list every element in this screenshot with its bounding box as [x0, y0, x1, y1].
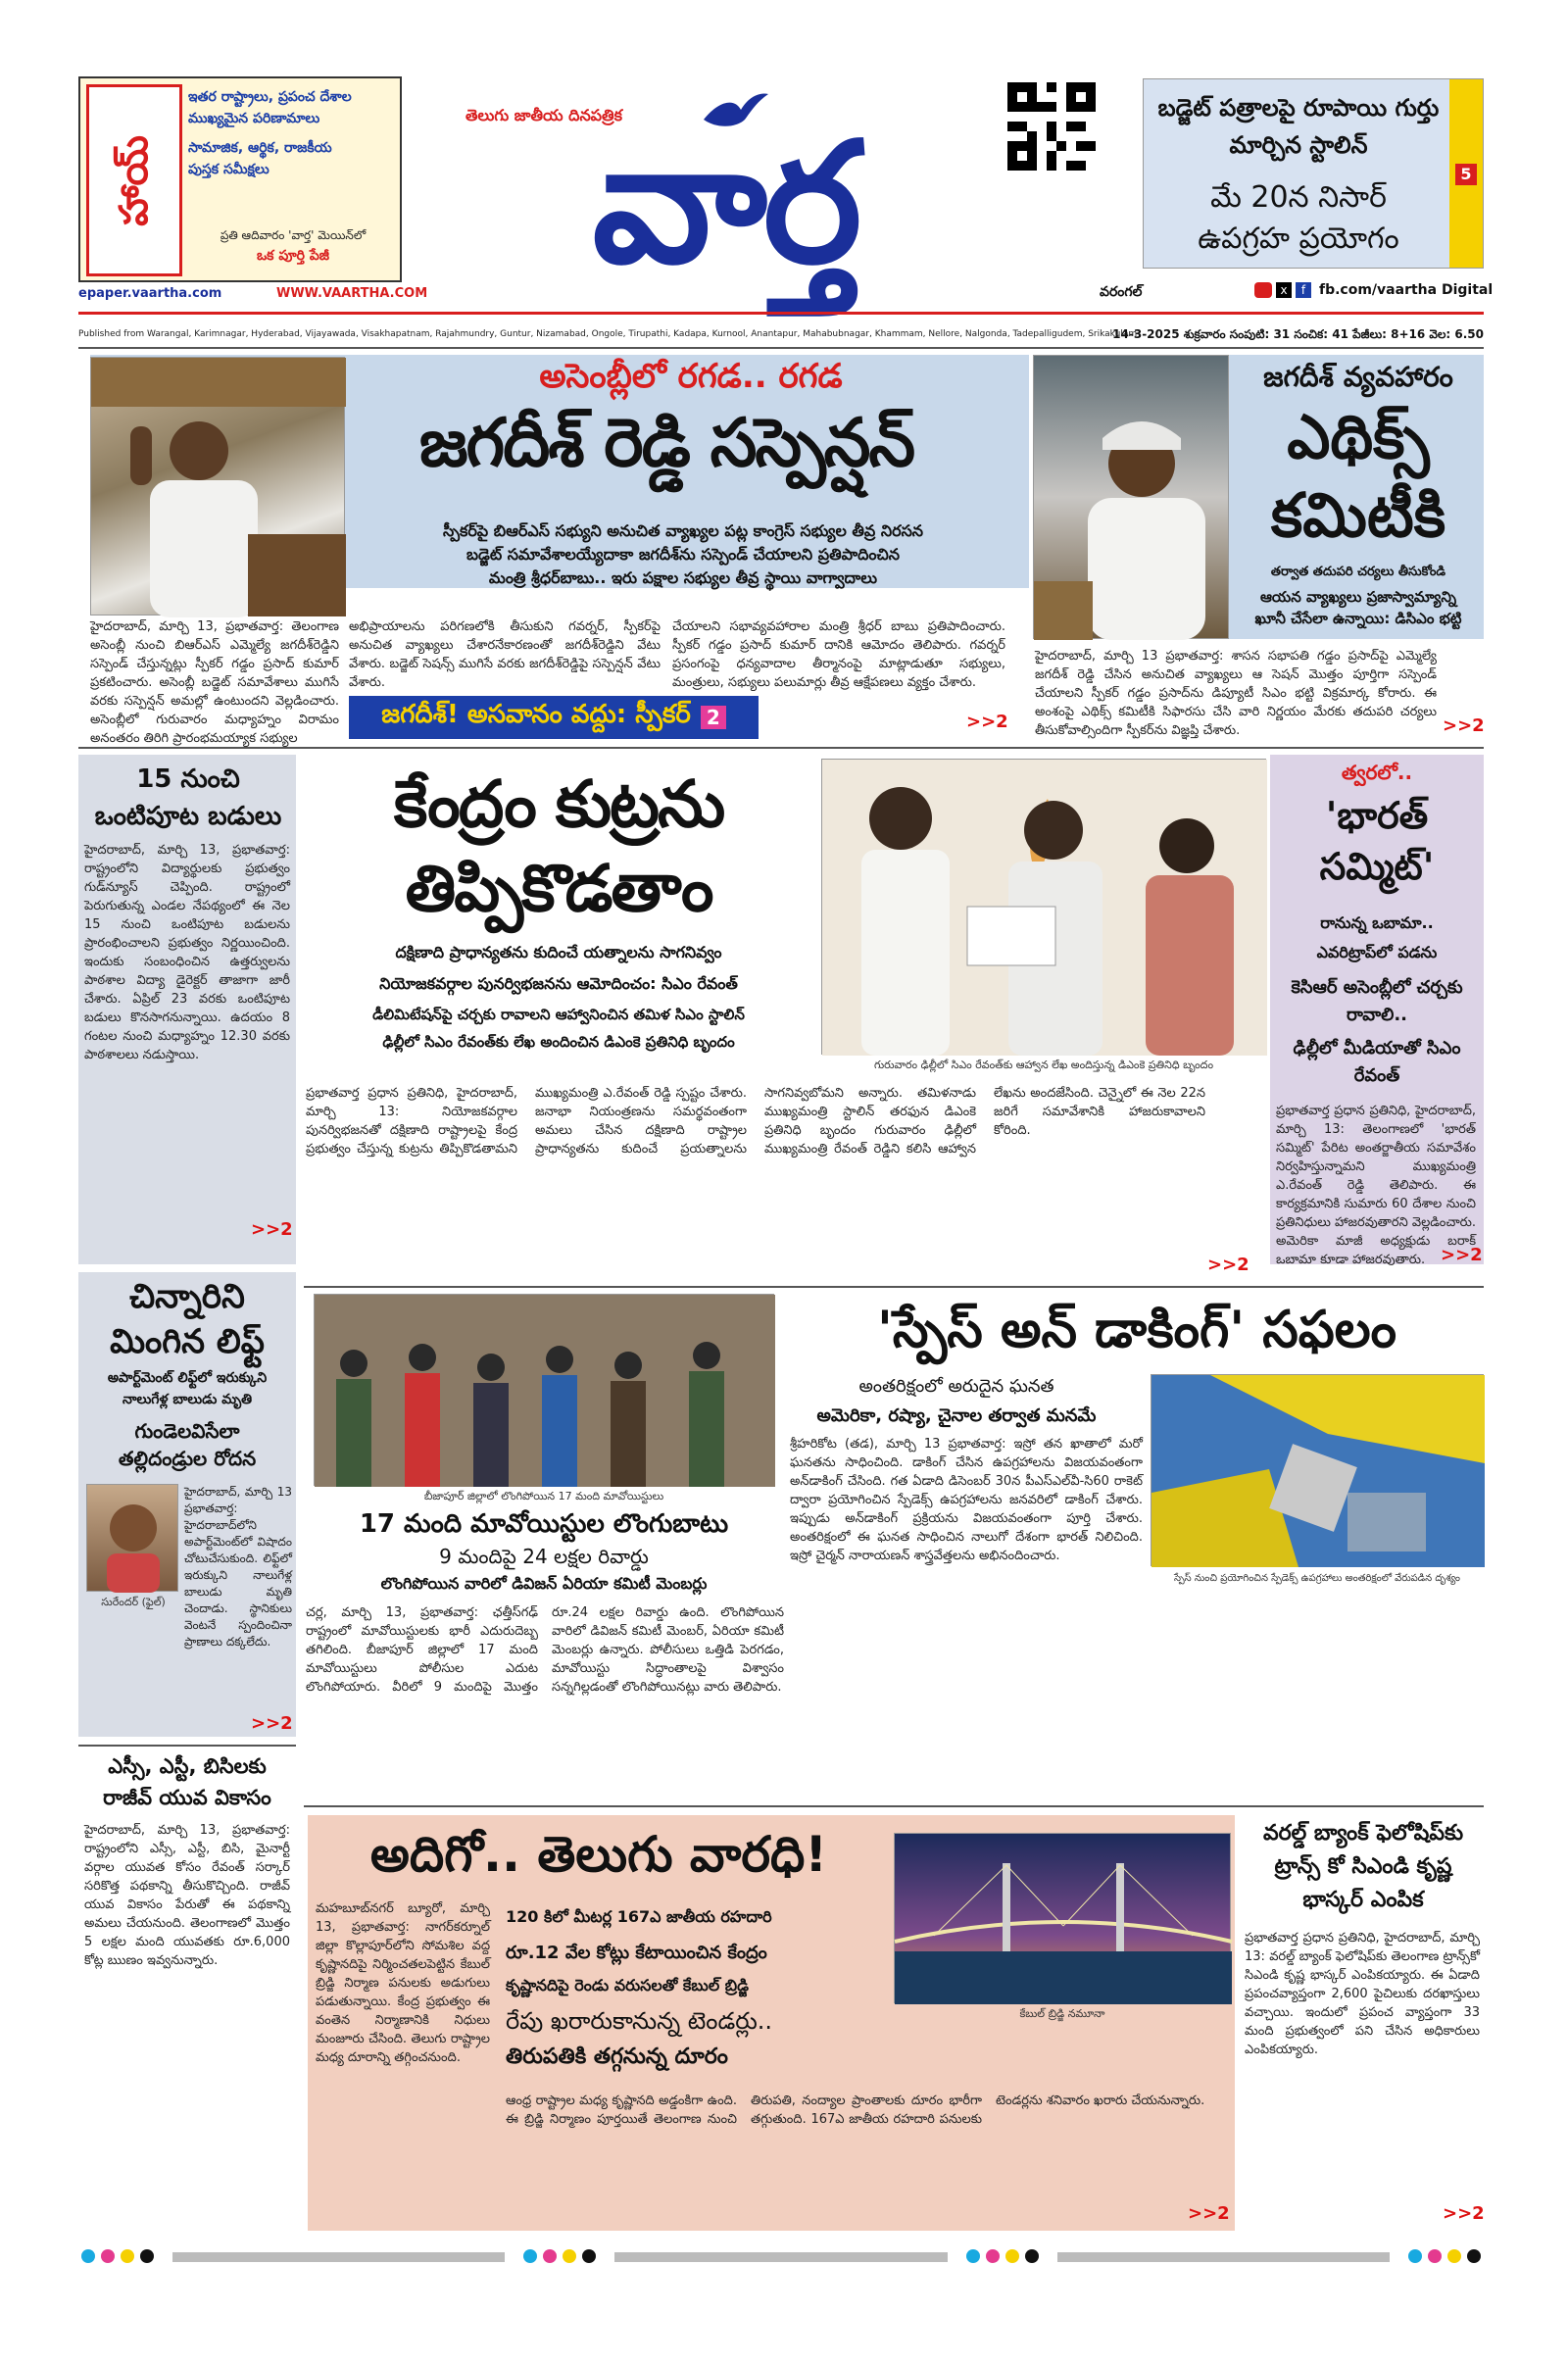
left-deck-2d: తల్లిదండ్రుల రోదన: [118, 1447, 257, 1470]
space-photo-caption: స్పేస్‌ నుంచి ప్రయోగించిన స్పేడెక్స్‌ ఉపగ్రహాలు అంతరిక్షంలో వేరుపడిన దృశ్యం: [1173, 1573, 1460, 1584]
site-url[interactable]: WWW.VAARTHA.COM: [276, 286, 428, 301]
qr-code[interactable]: [1007, 82, 1096, 171]
lead-deck-1: స్పీకర్‌పై బిఆర్‌ఎస్‌ సభ్యుని అనుచిత వ్యాఖ్యల పట్ల కాంగ్రెస్‌ సభ్యుల తీవ్ర నిరసన: [442, 521, 924, 540]
footer-print-bar: [78, 2246, 1484, 2268]
social-icons[interactable]: [1254, 282, 1311, 298]
maoist-photo-caption: బీజాపూర్‌ జిల్లాలో లొంగిపోయిన 17 మంది మావోయిస్టులు: [423, 1490, 664, 1502]
delim-deck-1: దక్షిణాది ప్రాధాన్యతను కుదించే యత్నాలను సాగనివ్వం: [395, 943, 722, 961]
delim-headline-2: తిప్పికొడతాం: [405, 851, 712, 926]
left-headline-3: ఎస్సీ, ఎస్టీ, బిసిలకు రాజీవ్‌ యువ వికాసం: [103, 1754, 271, 1809]
lead-banner: జగదీశ్‌! అసవానం వద్దు: స్పీకర్‌ 2: [349, 696, 759, 739]
edition-city: వరంగల్‌: [1100, 284, 1143, 300]
top-rule: [78, 347, 1484, 349]
bridge-more[interactable]: >>2: [1188, 2203, 1230, 2224]
delim-headline-1: కేంద్రం కుట్రను: [393, 766, 724, 842]
promo-line: సామాజిక, ఆర్థిక, రాజకీయ: [188, 140, 332, 156]
dateline: 14-3-2025 శుక్రవారం సంపుటి: 31 సంచిక: 41 పేజీలు: 8+16 వెల: 6.50: [1112, 327, 1484, 341]
bridge-body-left: మహబూబ్‌నగర్‌ బ్యూరో, మార్చి 13, ప్రభాతవార్త: నాగర్‌కర్నూల్‌ జిల్లా కొల్లాపూర్‌లోని సోమశిల వద్ద కృష్ణానదిపై నిర్మించతలపెట్టిన కేబుల్‌ బ్రిడ్జి నిర్మాణ పనులకు అడుగులు పడుతున్నాయి. కేంద్ర ప్రభుత్వం ఈ వంతెన నిర్మాణానికి నిధులు మంజూరు చేసింది. తెలుగు రాష్ట్రాల మధ్య దూరాన్ని తగ్గించనుంది.: [316, 1901, 490, 2065]
space-photo: [1151, 1374, 1484, 1566]
boy-photo-caption: సురేందర్‌ (ఫైల్‌): [101, 1596, 166, 1608]
bridge-photo: [894, 1833, 1231, 2003]
bharat-kicker: త్వరలో..: [1341, 761, 1413, 784]
banner-page-number: 2: [701, 706, 726, 729]
lead-body-3: చేయాలని సభావ్యవహారాల మంత్రి శ్రీధర్‌ బాబు ప్రతిపాదించారు. స్పీకర్‌ గడ్డం ప్రసాద్‌ కుమార్‌ దానికి ఆమోదం తెలిపారు. గవర్నర్‌ ప్రసంగంపై ధన్యవాదాల తీర్మానంపై మాట్లాడుతూ సభ్యులు, మంత్రులు, సభ్యులు పలుమార్లు తీవ్ర ఆక్షేపణలు వ్యక్తం చేశారు.: [672, 619, 1005, 690]
left-deck-2a: అపార్ట్‌మెంట్‌ లిఫ్ట్‌లో ఇరుక్కుని: [107, 1370, 268, 1386]
section-rule-1: [78, 747, 1484, 749]
delim-photo-caption: గురువారం ఢిల్లీలో సిఎం రేవంత్‌కు ఆహ్వాన లేఖ అందిస్తున్న డిఎంకె ప్రతినిధి బృందం: [873, 1059, 1214, 1071]
left-more-1[interactable]: >>2: [251, 1219, 293, 1240]
worldbank-body: ప్రభాతవార్త ప్రధాన ప్రతినిధి, హైదరాబాద్‌, మార్చి 13: వరల్డ్‌ బ్యాంక్‌ ఫెలోషిప్‌కు తెలంగాణ ట్రాన్స్‌కో సిఎండి కృష్ణ భాస్కర్‌ ఎంపికయ్యారు. ఈ ఏడాది ప్రపంచవ్యాప్తంగా 2,600 పైచిలుకు దరఖాస్తులు వచ్చాయి. ఇందులో ప్రపంచ వ్యాప్తంగా 33 మంది ప్రభుత్వంలో పని చేసిన అధికారులు ఎంపికయ్యారు.: [1245, 1931, 1480, 2057]
space-body: శ్రీహరికోట (తడ), మార్చి 13 ప్రభాతవార్త: ఇస్రో తన ఖాతాలో మరో ఘనతను సాధించింది. డాకింగ్‌ చేసిన ఉపగ్రహాలను విజయవంతంగా అన్‌డాకింగ్‌ చేసింది. గత ఏడాది డిసెంబర్‌ 30న పీఎస్‌ఎల్‌వీ-సి60 రాకెట్‌ ద్వారా ప్రయోగించిన స్పేడెక్స్‌ ఉపగ్రహాలను జనవరిలో డాకింగ్‌ చేశారు. ఇప్పుడు అన్‌డాకింగ్‌ ప్రక్రియను విజయవంతంగా పూర్తి చేశారు. అంతరిక్షంలో ఈ ఘనత సాధించిన నాలుగో దేశంగా భారత్‌ నిలిచింది. ఇస్రో చైర్మన్‌ నారాయణన్‌ శాస్త్రవేత్తలను అభినందించారు.: [790, 1437, 1143, 1563]
bharat-body: ప్రభాతవార్త ప్రధాన ప్రతినిధి, హైదరాబాద్‌, మార్చి 13: తెలంగాణలో 'భారత్‌ సమ్మిట్‌' పేరిట అంతర్జాతీయ సమావేశం నిర్వహిస్తున్నామని ముఖ్యమంత్రి ఎ.రేవంత్‌ రెడ్డి తెలిపారు. ఈ కార్యక్రమానికి సుమారు 60 దేశాల నుంచి ప్రతినిధులు హాజరవుతారని వెల్లడించారు. అమెరికా మాజీ అధ్యక్షుడు బరాక్‌ ఒబామా కూడా హాజరవుతారు.: [1276, 1104, 1477, 1267]
bridge-deck-5: తిరుపతికి తగ్గనున్న దూరం: [506, 2044, 728, 2069]
left-body-3: హైదరాబాద్‌, మార్చి 13, ప్రభాతవార్త: రాష్ట్రంలోని ఎస్సీ, ఎస్టీ, బిసి, మైనార్టీ వర్గాల యువత కోసం రేవంత్‌ సర్కార్‌ సరికొత్త పథకాన్ని తీసుకొచ్చింది. రాజీవ్‌ యువ వికాసం పేరుతో ఈ పథకాన్ని అమలు చేయనుంది. తెలంగాణలో మొత్తం 5 లక్షల మంది యువతకు రూ.6,000 కోట్ల ఋణం ఇవ్వనున్నారు.: [84, 1823, 290, 1968]
lead-more[interactable]: >>2: [966, 712, 1008, 732]
promo-box: [78, 76, 402, 282]
bridge-deck-4: రేపు ఖరారుకానున్న టెండర్లు..: [506, 2007, 773, 2035]
promo-footer: ప్రతి ఆదివారం 'వార్త' మెయిన్‌లో: [220, 228, 367, 242]
youtube-icon[interactable]: [1254, 282, 1272, 298]
section-rule-3: [304, 1805, 1484, 1807]
left-headline-2: చిన్నారిని మింగిన లిఫ్ట్‌: [110, 1277, 265, 1361]
section-rule-2: [304, 1286, 1484, 1288]
bridge-deck-1: 120 కిలో మీటర్ల 167ఎ జాతీయ రహదారి: [506, 1907, 772, 1926]
bridge-headline: అదిగో.. తెలుగు వారధి!: [369, 1826, 828, 1883]
delim-body: ప్రభాతవార్త ప్రధాన ప్రతినిధి, హైదరాబాద్‌, మార్చి 13: నియోజకవర్గాల పునర్విభజనతో దక్షిణాది రాష్ట్రాలపై కేంద్ర ప్రభుత్వం చేస్తున్న కుట్రను తిప్పికొడతామని ముఖ్యమంత్రి ఎ.రేవంత్‌ రెడ్డి స్పష్టం చేశారు. జనాభా నియంత్రణను సమర్థవంతంగా అమలు చేసిన దక్షిణాది రాష్ట్రాల ప్రాధాన్యతను కుదించే ప్రయత్నాలను సాగనివ్వబోమని అన్నారు. తమిళనాడు ముఖ్యమంత్రి స్టాలిన్‌ తరఫున డిఎంకె ప్రతినిధి బృందం గురువారం ఢిల్లీలో ముఖ్యమంత్రి రేవంత్‌ రెడ్డిని కలిసి ఆహ్వాన లేఖను అందజేసింది. చెన్నైలో ఈ నెల 22న జరిగే సమావేశానికి హాజరుకావాలని కోరింది.: [306, 1086, 1205, 1157]
lead-kicker: అసెంబ్లీలో రగడ.. రగడ: [539, 357, 843, 396]
bharat-deck-2: ఎవరిట్రాప్‌లో పడను: [1316, 943, 1438, 961]
delim-more[interactable]: >>2: [1207, 1255, 1250, 1275]
worldbank-headline: వరల్డ్‌ బ్యాంక్‌ ఫెలోషిప్‌కు ట్రాన్స్‌ కో సిఎండి కృష్ణ భాస్కర్‌ ఎంపిక: [1262, 1821, 1464, 1912]
ethics-more[interactable]: >>2: [1443, 715, 1485, 736]
maoist-photo: [314, 1294, 774, 1486]
ethics-kicker: జగదీశ్‌ వ్యవహారం: [1263, 361, 1453, 393]
published-from: Published from Warangal, Karimnagar, Hyderabad, Vijayawada, Visakhapatnam, Rajahmundry, Guntur, Nizamabad, Ongole, Tirupathi, Kadapa, Kurnool, Anantapur, Mahabubnagar, Khammam, Nellore, Nalgonda, Tadepalligudem, Srikakulam: [78, 329, 1138, 339]
bharat-deck-3: కెసిఆర్‌ అసెంబ్లీలో చర్చకు రావాలి..: [1291, 977, 1463, 1025]
social-handle[interactable]: fb.com/vaartha Digital: [1319, 282, 1494, 298]
lead-body-1: హైదరాబాద్‌, మార్చి 13, ప్రభాతవార్త: తెలంగాణ అసెంబ్లీ నుంచి బిఆర్‌ఎస్‌ ఎమ్మెల్యే జగదీశ్‌రెడ్డిని సస్పెండ్‌ చేస్తున్నట్లు స్పీకర్‌ గడ్డం ప్రసాద్‌ కుమార్‌ ప్రకటించారు. అసెంబ్లీ బడ్జెట్‌ సమావేశాలు ముగిసే వరకు సస్పెన్షన్‌ అమల్లో ఉంటుందని వెల్లడించారు. అసెంబ్లీలో గురువారం మధ్యాహ్నం విరామం అనంతరం తిరిగి ప్రారంభమయ్యాక సభ్యుల: [90, 619, 339, 746]
bridge-deck-3: కృష్ణానదిపై రెండు వరుసలతో కేబుల్‌ బ్రిడ్జి: [506, 1976, 749, 1995]
ethics-deck-1: తర్వాత తదుపరి చర్యలు తీసుకోండి: [1270, 565, 1446, 579]
boy-photo: [86, 1484, 178, 1592]
lead-deck-3: మంత్రి శ్రీధర్‌బాబు.. ఇరు పక్షాల సభ్యుల తీవ్ర స్థాయి వాగ్వాదాలు: [488, 568, 878, 587]
maoist-headline: 17 మంది మావోయిస్టుల లొంగుబాటు: [359, 1509, 729, 1539]
ethics-body: హైదరాబాద్‌, మార్చి 13 ప్రభాతవార్త: శాసన సభాపతి గడ్డం ప్రసాద్‌పై ఎమ్మెల్యే జగదీశ్‌ రెడ్డి చేసిన అనుచిత వ్యాఖ్యలు ఆ సెషన్‌ మొత్తం పూర్తిగా సస్పెండ్‌ చేయాలని స్పీకర్‌ గడ్డం ప్రసాద్‌ను డిప్యూటీ సిఎం భట్టి విక్రమార్క కోరారు. ఈ అంశంపై ఎథిక్స్‌ కమిటీకి సిఫారసు చేసి వారి నిర్ణయం మేరకు తదుపరి చర్యలు తీసుకోవాల్సిందిగా స్పీకర్‌ను విజ్ఞప్తి చేశారు.: [1035, 649, 1437, 738]
masthead-rule: [78, 312, 1484, 315]
ethics-headline-2: కమిటీకి: [1270, 479, 1446, 551]
teaser-page-number: 5: [1455, 164, 1477, 185]
space-deck-2: అమెరికా, రష్యా, చైనాల తర్వాత మనమే: [816, 1405, 1097, 1426]
lead-headline: జగదీశ్‌ రెడ్డి సస్పెన్షన్‌: [418, 405, 914, 482]
teaser-2-line1: మే 20న నిసార్‌: [1210, 180, 1387, 215]
left-body-2: హైదరాబాద్‌, మార్చి 13 ప్రభాతవార్త: హైదరాబాద్‌లోని అపార్ట్‌మెంట్‌లో విషాదం చోటుచేసుకుంది. లిఫ్ట్‌లో ఇరుక్కుని నాలుగేళ్ల బాలుడు మృతి చెందాడు. స్థానికులు వెంటనే స్పందించినా ప్రాణాలు దక్కలేదు.: [184, 1485, 292, 1649]
bharat-headline: 'భారత్‌ సమ్మిట్‌': [1319, 794, 1435, 888]
worldbank-more[interactable]: >>2: [1443, 2203, 1485, 2224]
space-deck-1: అంతరిక్షంలో అరుదైన ఘనత: [858, 1376, 1054, 1397]
bridge-deck-2: రూ.12 వేల కోట్లు కేటాయించిన కేంద్రం: [506, 1943, 767, 1963]
ethics-headline-1: ఎథిక్స్‌: [1287, 401, 1430, 472]
ethics-deck-2: ఆయన వ్యాఖ్యలు ప్రజాస్వామ్యాన్ని: [1259, 588, 1457, 606]
maoist-deck-1: 9 మందిపై 24 లక్షల రివార్డు: [439, 1545, 649, 1568]
delim-deck-2: నియోజకవర్గాల పునర్విభజనను ఆమోదించం: సిఎం రేవంత్‌: [379, 974, 738, 993]
teaser-2-line2: ఉపగ్రహ ప్రయోగం: [1198, 222, 1399, 256]
ethics-deck-3: ఖూనీ చేసేలా ఉన్నాయి: డిసిఎం భట్టి: [1254, 610, 1462, 627]
space-headline: 'స్పేస్‌ అన్‌ డాకింగ్‌' సఫలం: [876, 1301, 1397, 1359]
left-deck-2c: గుండెలవిసేలా: [134, 1419, 240, 1443]
promo-footer-2: ఒక పూర్తి పేజీ: [256, 248, 330, 264]
bridge-body-right: ఆంధ్ర రాష్ట్రాల మధ్య కృష్ణానది అడ్డంకిగా ఉంది. ఈ బ్రిడ్జి నిర్మాణం పూర్తయితే తెలంగాణ నుంచి తిరుపతి, నంద్యాల ప్రాంతాలకు దూరం భారీగా తగ్గుతుంది. 167ఎ జాతీయ రహదారి పనులకు టెండర్లను శనివారం ఖరారు చేయనున్నారు.: [506, 2093, 1205, 2127]
left-body-1: హైదరాబాద్‌, మార్చి 13, ప్రభాతవార్త: రాష్ట్రంలోని విద్యార్థులకు ప్రభుత్వం గుడ్‌న్యూస్‌ చెప్పింది. రాష్ట్రంలో పెరుగుతున్న ఎండల నేపథ్యంలో ఈ నెల 15 నుంచి ఒంటిపూట బడులను ప్రారంభించాలని ప్రభుత్వం నిర్ణయించింది. ఇందుకు సంబంధించిన ఉత్తర్వులను పాఠశాల విద్యా డైరెక్టర్‌ తాజాగా జారీ చేశారు. ఏప్రిల్‌ 23 వరకు ఒంటిపూట బడులు కొనసాగనున్నాయి. ఉదయం 8 గంటల నుంచి మధ్యాహ్నం 12.30 వరకు పాఠశాలలు నడుస్తాయి.: [84, 843, 290, 1062]
promo-badge: హాయ్‌: [86, 84, 182, 276]
bharat-deck-4: ఢిల్లీలో మీడియాతో సిఎం రేవంత్‌: [1293, 1038, 1461, 1086]
delim-deck-3: డీలిమిటేషన్‌పై చర్చకు రావాలని ఆహ్వానించిన తమిళ సిఎం స్టాలిన్‌: [372, 1006, 745, 1023]
maoist-body: చర్ల, మార్చి 13, ప్రభాతవార్త: ఛత్తీస్‌గఢ్‌ రాష్ట్రంలో మావోయిస్టులకు భారీ ఎదురుదెబ్బ తగిలింది. బీజాపూర్‌ జిల్లాలో 17 మంది మావోయిస్టులు పోలీసుల ఎదుట లొంగిపోయారు. వీరిలో 9 మందిపై మొత్తం రూ.24 లక్షల రివార్డు ఉంది. లొంగిపోయిన వారిలో డివిజన్‌ కమిటీ మెంబర్‌, ఏరియా కమిటీ మెంబర్లు ఉన్నారు. పోలీసులు ఒత్తిడి పెరగడం, మావోయిస్టు సిద్ధాంతాలపై విశ్వాసం సన్నగిల్లడంతో లొంగిపోయినట్లు వారు తెలిపారు.: [306, 1605, 784, 1695]
lead-body-2: అభిప్రాయాలను పరిగణలోకి తీసుకుని గవర్నర్‌, స్పీకర్‌పై అనుచిత వ్యాఖ్యలు చేశారనేకారణంతో జగదీశ్‌రెడ్డిని వేటు వేశారు. బడ్జెట్‌ సెషన్స్‌ ముగిసే వరకు జగదీశ్‌రెడ్డిపై సస్పెన్షన్‌ వేటు వేశారు.: [349, 619, 661, 690]
lead-deck-2: బడ్జెట్‌ సమావేశాలయ్యేదాకా జగదీశ్‌ను సస్పెండ్‌ చేయాలని ప్రతిపాదించిన: [466, 545, 900, 564]
bharat-more[interactable]: >>2: [1441, 1245, 1483, 1265]
left-rule-3: [78, 1745, 296, 1747]
left-deck-2b: నాలుగేళ్ల బాలుడు మృతి: [122, 1392, 253, 1407]
epaper-url[interactable]: epaper.vaartha.com: [78, 286, 222, 301]
left-more-2[interactable]: >>2: [251, 1713, 293, 1734]
facebook-icon[interactable]: f: [1296, 282, 1311, 298]
delim-deck-4: ఢిల్లీలో సిఎం రేవంత్‌కు లేఖ అందించిన డిఎంకె ప్రతినిధి బృందం: [382, 1033, 735, 1051]
ethics-photo: [1033, 355, 1229, 639]
promo-line: ఇతర రాష్ట్రాలు, ప్రపంచ దేశాల: [188, 89, 352, 105]
teaser-1: బడ్జెట్‌ పత్రాలపై రూపాయి గుర్తు మార్చిన స్టాలిన్‌: [1157, 94, 1440, 159]
tagline: తెలుగు జాతీయ దినపత్రిక: [466, 106, 622, 124]
bharat-deck-1: రానున్న ఒబామా..: [1320, 913, 1434, 932]
teaser-box[interactable]: [1143, 78, 1484, 269]
delim-photo: [821, 759, 1266, 1055]
left-headline-1: 15 నుంచి ఒంటిపూట బడులు: [94, 764, 282, 831]
logo: వార్త: [592, 107, 858, 301]
promo-line: పుస్తక సమీక్షలు: [188, 162, 270, 177]
promo-line: ముఖ్యమైన పరిణామాలు: [188, 111, 320, 126]
bridge-photo-caption: కేబుల్‌ బ్రిడ్జి నమూనా: [1019, 2007, 1105, 2020]
maoist-deck-2: లొంగిపోయిన వారిలో డివిజన్‌ ఏరియా కమిటీ మెంబర్లు: [380, 1574, 708, 1593]
x-icon[interactable]: x: [1276, 282, 1292, 298]
